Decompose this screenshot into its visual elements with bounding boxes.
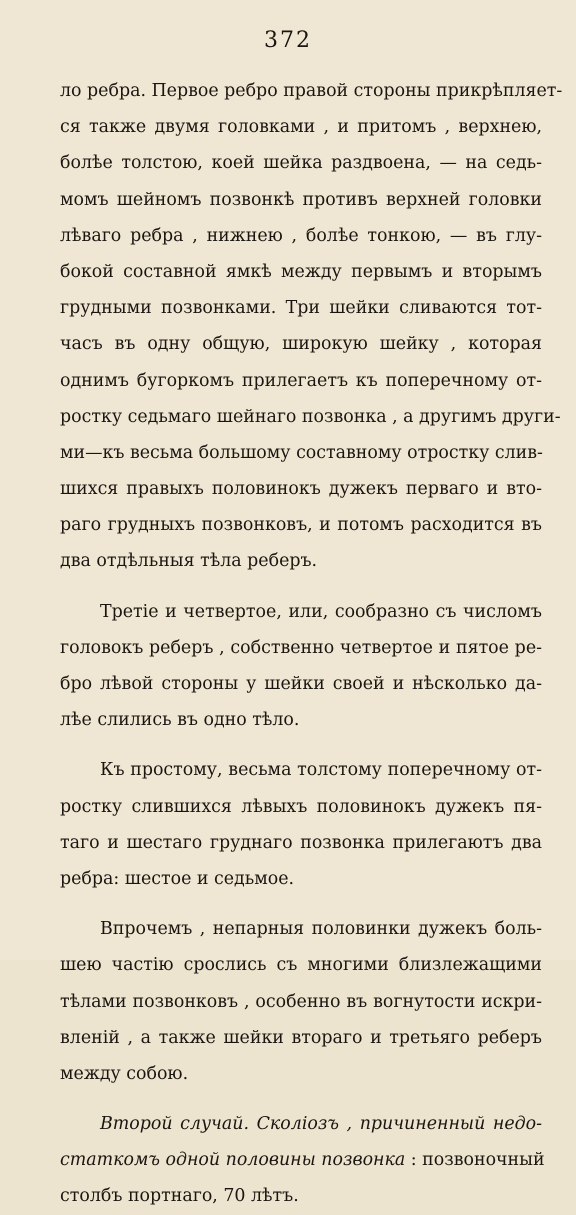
text-line: ростку слившихся лѣвыхъ половинокъ дужекъ пя- <box>60 796 542 817</box>
text-line: бро лѣвой стороны у шейки своей и нѣсколько да- <box>60 674 542 694</box>
paragraph-gap <box>60 897 542 911</box>
roman-run: : позвоночный <box>410 1150 545 1171</box>
text-line: Впрочемъ , непарныя половинки дужекъ боль- <box>100 919 542 940</box>
text-line: тѣлами позвонковъ , особенно въ вогнутости искри- <box>60 991 542 1012</box>
text-line: грудными позвонками. Три шейки сливаются тот- <box>60 298 542 319</box>
text-line: лѣе слились въ одно тѣло. <box>60 710 300 731</box>
text-line: столбъ портнаго, 70 лѣтъ. <box>60 1186 299 1207</box>
italic-run: статкомъ одной половины позвонка <box>60 1150 406 1171</box>
text-line: шею частію срослись съ многими близлежащими <box>60 955 542 976</box>
text-line: вленій , а также шейки втораго и третьяго реберъ <box>60 1027 542 1048</box>
text-line: ся также двумя головками , и притомъ , верхнею, <box>60 117 542 138</box>
body-text <box>60 73 563 1215</box>
text-line: однимъ бугоркомъ прилегаетъ къ поперечному от- <box>60 370 542 391</box>
paragraph-gap <box>60 738 542 752</box>
paragraph-gap <box>60 1092 542 1106</box>
text-line: ло ребра. Первое ребро правой стороны прикрѣпляет- <box>60 81 563 101</box>
text-line: часъ въ одну общую, широкую шейку , которая <box>60 334 542 355</box>
text-line: Второй случай. Сколіозъ , причиненный недо- <box>100 1114 542 1135</box>
text-line: шихся правыхъ половинокъ дужекъ перваго и вто- <box>60 479 542 500</box>
text-line: болѣе толстою, коей шейка раздвоена, — на седь- <box>60 153 542 174</box>
text-line-mixed <box>60 1142 545 1178</box>
text-line: лѣваго ребра , нижнею , болѣе тонкою, — въ глу- <box>60 225 542 246</box>
text-line: раго грудныхъ позвонковъ, и потомъ расходится въ <box>60 515 542 536</box>
text-line: ребра: шестое и седьмое. <box>60 868 295 889</box>
text-line: таго и шестаго груднаго позвонка прилегаютъ два <box>60 832 542 853</box>
text-line: Третіе и четвертое, или, сообразно съ числомъ <box>100 601 542 622</box>
text-line: головокъ реберъ , собственно четвертое и пятое ре- <box>60 637 542 658</box>
paragraph-gap <box>60 580 542 594</box>
text-line: Къ простому, весьма толстому поперечному от- <box>100 760 542 781</box>
text-line: бокой составной ямкѣ между первымъ и вторымъ <box>60 261 542 282</box>
text-line: ростку седьмаго шейнаго позвонка , а другимъ други- <box>60 406 561 427</box>
text-line: между собою. <box>60 1063 189 1084</box>
text-line: два отдѣльныя тѣла реберъ. <box>60 551 318 572</box>
page-number: 372 <box>264 28 312 53</box>
text-line: ми—къ весьма большому составному отростку слив- <box>60 442 543 463</box>
text-line: момъ шейномъ позвонкѣ противъ верхней головки <box>60 189 542 210</box>
